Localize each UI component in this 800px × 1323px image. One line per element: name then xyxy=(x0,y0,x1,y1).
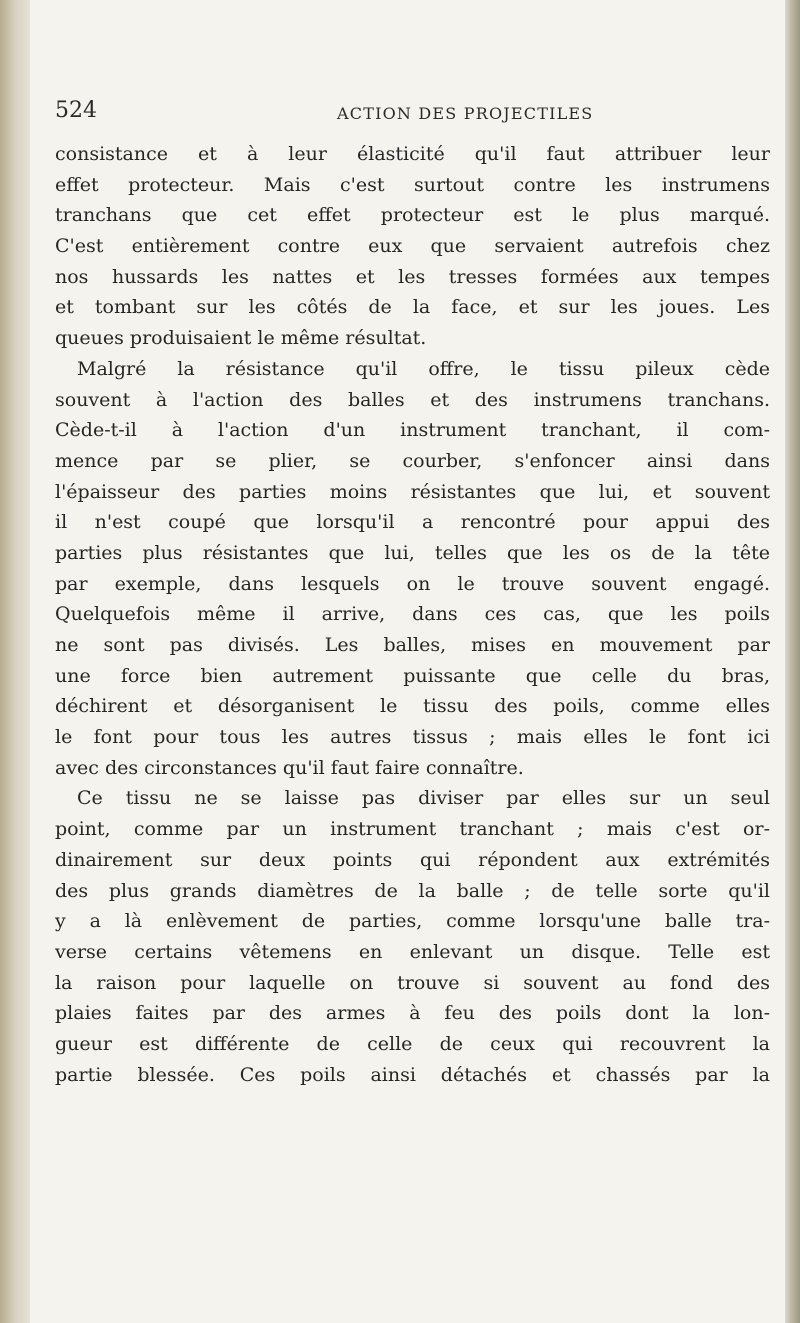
text-line: parties plus résistantes que lui, telles que les os de la tête xyxy=(55,541,770,564)
text-line: gueur est différente de celle de ceux qui recouvrent la xyxy=(55,1032,770,1055)
text-line: Ce tissu ne se laisse pas diviser par elles sur un seul xyxy=(77,787,770,810)
text-line: par exemple, dans lesquels on le trouve souvent engagé. xyxy=(55,572,770,595)
running-head: ACTION DES PROJECTILES xyxy=(337,104,594,123)
page-edge xyxy=(785,0,800,1323)
text-line: des plus grands diamètres de la balle ; de telle sorte qu'il xyxy=(55,879,770,902)
text-line: le font pour tous les autres tissus ; mais elles le font ici xyxy=(55,726,770,749)
text-line: partie blessée. Ces poils ainsi détachés et chassés par la xyxy=(55,1063,770,1086)
text-line: une force bien autrement puissante que celle du bras, xyxy=(55,664,770,687)
body-text xyxy=(55,139,770,1090)
text-line: verse certains vêtemens en enlevant un disque. Telle est xyxy=(55,940,770,963)
text-line: y a là enlèvement de parties, comme lorsqu'une balle tra- xyxy=(55,910,770,933)
text-line: et tombant sur les côtés de la face, et sur les joues. Les xyxy=(55,296,770,319)
text-line: Quelquefois même il arrive, dans ces cas, que les poils xyxy=(55,603,770,626)
text-line: ne sont pas divisés. Les balles, mises en mouvement par xyxy=(55,634,770,656)
text-line: Malgré la résistance qu'il offre, le tissu pileux cède xyxy=(77,357,770,380)
text-line: la raison pour laquelle on trouve si souvent au fond des xyxy=(55,971,770,994)
text-line: dinairement sur deux points qui répondent aux extrémités xyxy=(55,848,770,871)
book-gutter xyxy=(0,0,30,1323)
text-line: il n'est coupé que lorsqu'il a rencontré pour appui des xyxy=(55,511,770,534)
text-line: tranchans que cet effet protecteur est le plus marqué. xyxy=(55,204,770,227)
text-line: déchirent et désorganisent le tissu des poils, comme elles xyxy=(55,695,770,718)
text-line: consistance et à leur élasticité qu'il faut attribuer leur xyxy=(55,143,770,165)
text-line: plaies faites par des armes à feu des poils dont la lon- xyxy=(55,1002,770,1025)
text-line: C'est entièrement contre eux que servaient autrefois chez xyxy=(55,235,770,258)
text-line: point, comme par un instrument tranchant ; mais c'est or- xyxy=(55,818,770,841)
page-number: 524 xyxy=(55,98,97,123)
text-line: avec des circonstances qu'il faut faire connaître. xyxy=(55,756,524,779)
text-line: effet protecteur. Mais c'est surtout contre les instrumens xyxy=(55,173,770,196)
text-line: l'épaisseur des parties moins résistantes que lui, et souvent xyxy=(55,480,770,503)
page-header xyxy=(55,98,655,130)
text-line: mence par se plier, se courber, s'enfoncer ainsi dans xyxy=(55,449,770,472)
text-line: queues produisaient le même résultat. xyxy=(55,327,427,350)
text-line: Cède-t-il à l'action d'un instrument tranchant, il com- xyxy=(55,419,770,442)
text-line: nos hussards les nattes et les tresses formées aux tempes xyxy=(55,265,770,288)
text-line: souvent à l'action des balles et des instrumens tranchans. xyxy=(55,388,770,411)
